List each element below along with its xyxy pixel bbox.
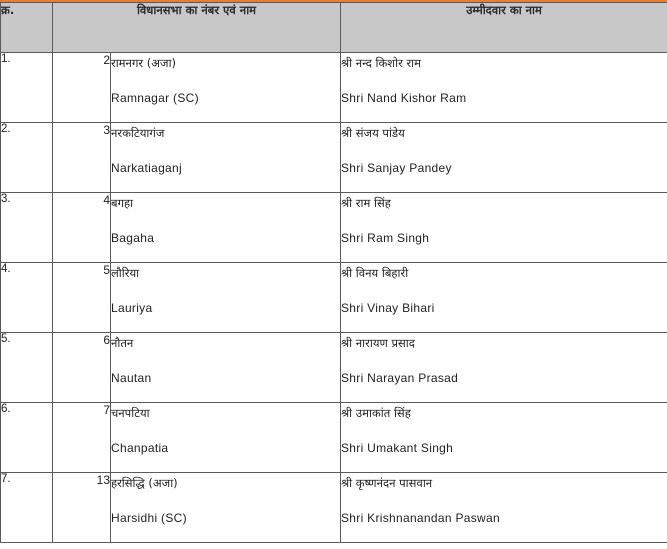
row-serial: 3. [1, 193, 53, 263]
constituency-name-hindi: बगहा [111, 196, 134, 210]
candidate-name-hindi: श्री नारायण प्रसाद [341, 336, 415, 350]
constituency-name-cell [111, 123, 341, 193]
constituency-name-english: Lauriya [111, 301, 153, 315]
constituency-name-english: Chanpatia [111, 441, 169, 455]
candidate-name-english: Shri Vinay Bihari [341, 301, 435, 315]
constituency-name-hindi: हरसिद्धि (अजा) [111, 476, 178, 490]
constituency-number: 6 [53, 333, 111, 403]
constituency-number: 4 [53, 193, 111, 263]
header-serial: क्र. [1, 3, 53, 53]
constituency-number: 7 [53, 403, 111, 473]
candidate-name-english: Shri Umakant Singh [341, 441, 454, 455]
header-candidate: उम्मीदवार का नाम [341, 3, 667, 53]
constituency-number: 13 [53, 473, 111, 543]
row-serial: 7. [1, 473, 53, 543]
constituency-name-hindi: नौतन [111, 336, 134, 350]
candidate-name-hindi: श्री कृष्णनंदन पासवान [341, 476, 433, 490]
candidate-name-cell [341, 403, 667, 473]
candidate-name-cell [341, 193, 667, 263]
constituency-name-english: Harsidhi (SC) [111, 511, 187, 525]
table-row [1, 193, 667, 263]
constituency-name-hindi: रामनगर (अजा) [111, 56, 177, 70]
candidate-name-english: Shri Ram Singh [341, 231, 430, 245]
row-serial: 1. [1, 53, 53, 123]
candidate-table [0, 2, 667, 543]
table-header-row [1, 3, 667, 53]
constituency-name-cell [111, 403, 341, 473]
table-row [1, 333, 667, 403]
constituency-name-english: Narkatiaganj [111, 161, 182, 175]
constituency-name-hindi: नरकटियागंज [111, 126, 165, 140]
candidate-name-cell [341, 53, 667, 123]
candidate-name-english: Shri Sanjay Pandey [341, 161, 452, 175]
constituency-name-cell [111, 473, 341, 543]
constituency-number: 2 [53, 53, 111, 123]
candidate-name-english: Shri Krishnanandan Paswan [341, 511, 500, 525]
row-serial: 4. [1, 263, 53, 333]
row-serial: 5. [1, 333, 53, 403]
row-serial: 2. [1, 123, 53, 193]
constituency-name-cell [111, 53, 341, 123]
constituency-name-cell [111, 333, 341, 403]
candidate-name-cell [341, 123, 667, 193]
candidate-name-hindi: श्री उमाकांत सिंह [341, 406, 411, 420]
candidate-name-cell [341, 333, 667, 403]
row-serial: 6. [1, 403, 53, 473]
candidate-name-english: Shri Nand Kishor Ram [341, 91, 467, 105]
candidate-name-english: Shri Narayan Prasad [341, 371, 459, 385]
constituency-number: 3 [53, 123, 111, 193]
constituency-name-english: Nautan [111, 371, 152, 385]
table-row [1, 123, 667, 193]
table-row [1, 403, 667, 473]
constituency-name-english: Bagaha [111, 231, 155, 245]
constituency-name-english: Ramnagar (SC) [111, 91, 199, 105]
table-row [1, 53, 667, 123]
header-constituency: विधानसभा का नंबर एवं नाम [53, 3, 341, 53]
constituency-name-cell [111, 263, 341, 333]
candidate-name-hindi: श्री विनय बिहारी [341, 266, 409, 280]
constituency-name-hindi: लौरिया [111, 266, 140, 280]
table-row [1, 473, 667, 543]
constituency-name-hindi: चनपटिया [111, 406, 150, 420]
candidate-name-cell [341, 263, 667, 333]
candidate-name-hindi: श्री संजय पांडेय [341, 126, 405, 140]
candidate-name-hindi: श्री नन्द किशोर राम [341, 56, 422, 70]
constituency-number: 5 [53, 263, 111, 333]
candidate-name-cell [341, 473, 667, 543]
constituency-name-cell [111, 193, 341, 263]
candidate-name-hindi: श्री राम सिंह [341, 196, 391, 210]
table-row [1, 263, 667, 333]
